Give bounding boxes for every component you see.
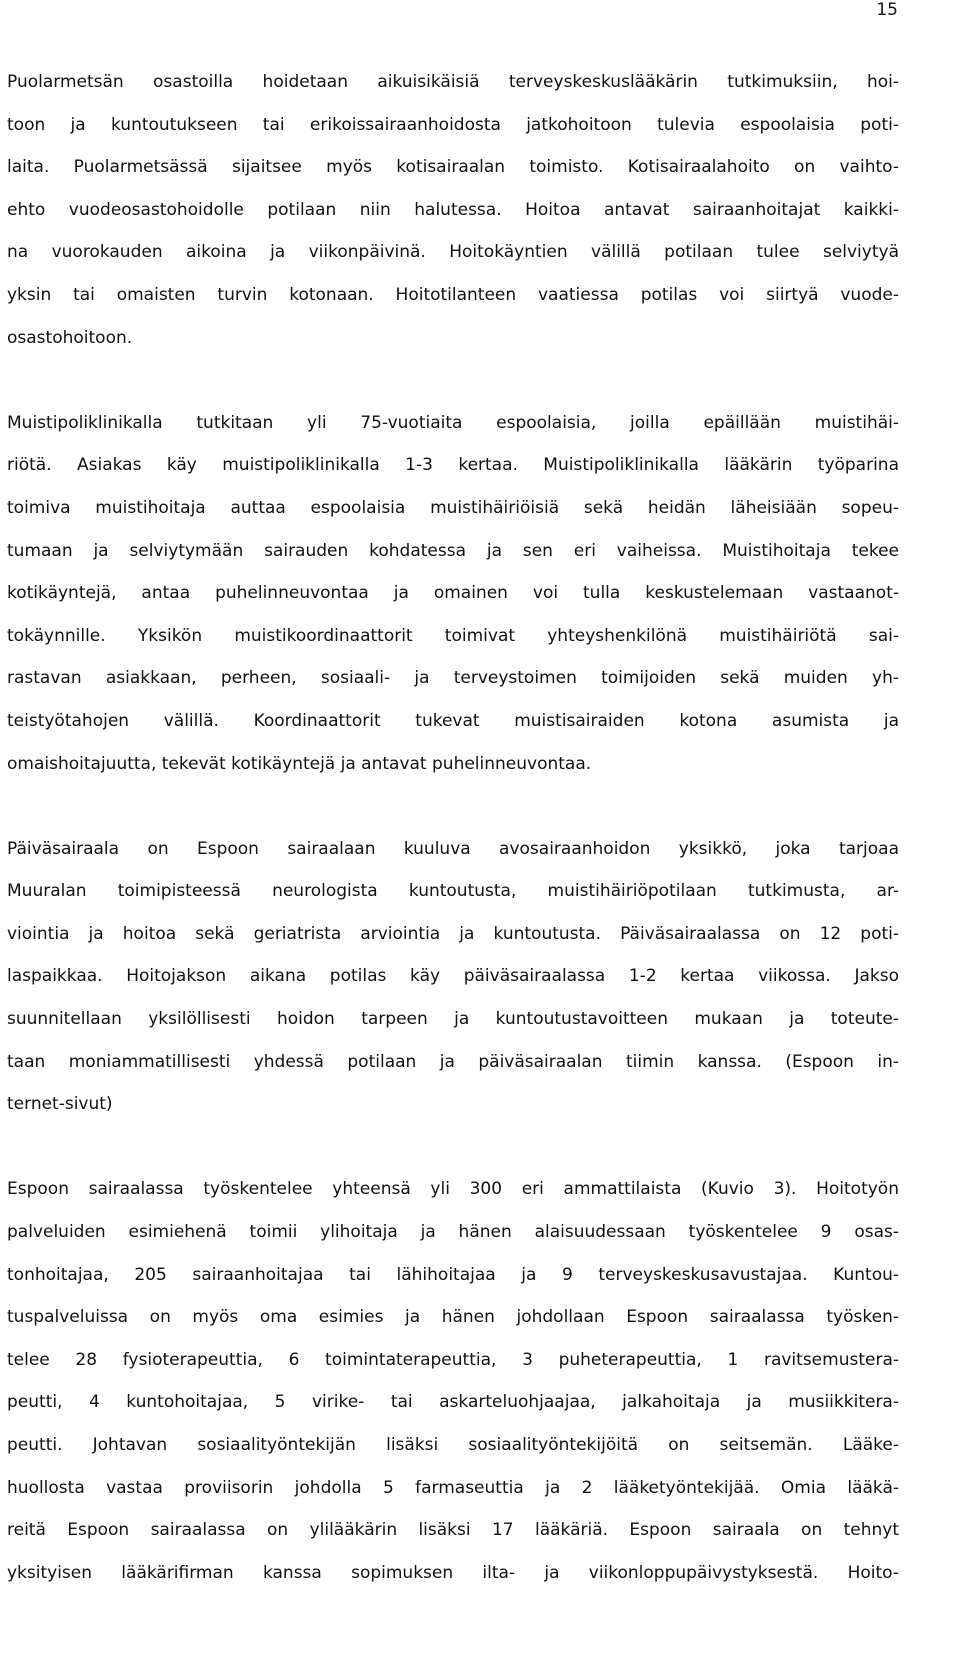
text-line: peutti. Johtavan sosiaalityöntekijän lisäksi sosiaalityöntekijöitä on seitsemän. Lääke- <box>7 1435 899 1455</box>
paragraph <box>7 828 899 1126</box>
text-line: Puolarmetsän osastoilla hoidetaan aikuisikäisiä terveyskeskuslääkärin tutkimuksiin, hoi- <box>7 72 899 92</box>
text-line: reitä Espoon sairaalassa on ylilääkärin lisäksi 17 lääkäriä. Espoon sairaala on tehnyt <box>7 1520 899 1541</box>
text-line: yksityisen lääkärifirman kanssa sopimuksen ilta- ja viikonloppupäivystyksestä. Hoito- <box>7 1562 899 1583</box>
text-line: ehto vuodeosastohoidolle potilaan niin halutessa. Hoitoa antavat sairaanhoitajat kaikki- <box>7 199 899 220</box>
text-line: tumaan ja selviytymään sairauden kohdatessa ja sen eri vaiheissa. Muistihoitaja tekee <box>7 540 899 561</box>
text-line: teistyötahojen välillä. Koordinaattorit tukevat muistisairaiden kotona asumista ja <box>7 710 899 731</box>
text-line: toon ja kuntoutukseen tai erikoissairaanhoidosta jatkohoitoon tulevia espoolaisia poti- <box>7 114 899 135</box>
text-line: taan moniammatillisesti yhdessä potilaan ja päiväsairaalan tiimin kanssa. (Espoon in- <box>7 1051 899 1072</box>
paragraph <box>7 1168 899 1594</box>
paragraph-gap <box>7 1126 899 1169</box>
text-line: ternet-sivut) <box>7 1094 113 1115</box>
text-line: tuspalveluissa on myös oma esimies ja hänen johdollaan Espoon sairaalassa työsken- <box>7 1307 899 1328</box>
text-line: toimiva muistihoitaja auttaa espoolaisia muistihäiriöisiä sekä heidän läheisiään sopeu- <box>7 497 899 518</box>
text-line: tokäynnille. Yksikön muistikoordinaattorit toimivat yhteyshenkilönä muistihäiriötä sai- <box>7 625 899 646</box>
text-line: viointia ja hoitoa sekä geriatrista arviointia ja kuntoutusta. Päiväsairaalassa on 12 poti- <box>7 923 899 944</box>
paragraph <box>7 61 899 359</box>
text-line: Päiväsairaala on Espoon sairaalaan kuuluva avosairaanhoidon yksikkö, joka tarjoaa <box>7 838 899 859</box>
paragraph <box>7 402 899 785</box>
document-body <box>7 61 899 1594</box>
text-line: yksin tai omaisten turvin kotonaan. Hoitotilanteen vaatiessa potilas voi siirtyä vuode- <box>7 284 899 305</box>
text-line: tonhoitajaa, 205 sairaanhoitajaa tai lähihoitajaa ja 9 terveyskeskusavustajaa. Kuntou- <box>7 1264 899 1285</box>
text-line: huollosta vastaa proviisorin johdolla 5 farmaseuttia ja 2 lääketyöntekijää. Omia lääkä- <box>7 1477 899 1498</box>
text-line: Espoon sairaalassa työskentelee yhteensä yli 300 eri ammattilaista (Kuvio 3). Hoitotyön <box>7 1179 899 1200</box>
text-line: osastohoitoon. <box>7 327 133 348</box>
text-line: omaishoitajuutta, tekevät kotikäyntejä ja antavat puhelinneuvontaa. <box>7 753 592 774</box>
text-line: na vuorokauden aikoina ja viikonpäivinä. Hoitokäyntien välillä potilaan tulee selviytyä <box>7 242 899 263</box>
paragraph-gap <box>7 359 899 402</box>
text-line: Muuralan toimipisteessä neurologista kuntoutusta, muistihäiriöpotilaan tutkimusta, ar- <box>7 881 899 902</box>
text-line: peutti, 4 kuntohoitajaa, 5 virike- tai askarteluohjaajaa, jalkahoitaja ja musiikkitera- <box>7 1392 899 1413</box>
text-line: suunnitellaan yksilöllisesti hoidon tarpeen ja kuntoutustavoitteen mukaan ja toteute- <box>7 1009 899 1030</box>
page-number: 15 <box>876 0 898 20</box>
text-line: riötä. Asiakas käy muistipoliklinikalla 1-3 kertaa. Muistipoliklinikalla lääkärin työparina <box>7 455 899 476</box>
paragraph-gap <box>7 785 899 828</box>
text-line: laspaikkaa. Hoitojakson aikana potilas käy päiväsairaalassa 1-2 kertaa viikossa. Jakso <box>7 966 899 987</box>
text-line: kotikäyntejä, antaa puhelinneuvontaa ja omainen voi tulla keskustelemaan vastaanot- <box>7 583 899 604</box>
text-line: laita. Puolarmetsässä sijaitsee myös kotisairaalan toimisto. Kotisairaalahoito on vaihto- <box>7 157 899 178</box>
text-line: palveluiden esimiehenä toimii ylihoitaja ja hänen alaisuudessaan työskentelee 9 osas- <box>7 1222 899 1243</box>
text-line: rastavan asiakkaan, perheen, sosiaali- ja terveystoimen toimijoiden sekä muiden yh- <box>7 668 899 689</box>
text-line: telee 28 fysioterapeuttia, 6 toimintaterapeuttia, 3 puheterapeuttia, 1 ravitsemustera- <box>7 1349 899 1370</box>
text-line: Muistipoliklinikalla tutkitaan yli 75-vuotiaita espoolaisia, joilla epäillään muistihäi- <box>7 412 899 433</box>
